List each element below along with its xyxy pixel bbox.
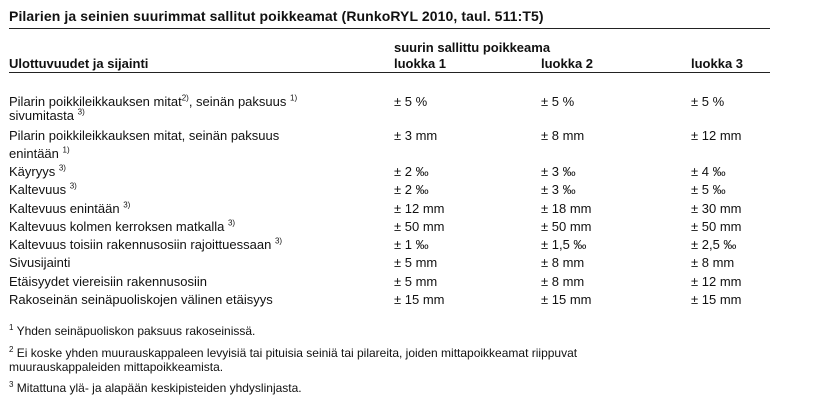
value-class-1: ± 15 mm <box>394 292 445 307</box>
row-label-line2: enintään $^{1)}$ <box>9 145 70 161</box>
value-class-1: ± 2 ‰ <box>394 164 429 179</box>
value-class-3: ± 50 mm <box>691 219 742 234</box>
value-class-3: ± 12 mm <box>691 128 742 143</box>
footnote-3: $^3$ Mitattuna ylä- ja alapään keskipisteiden yhdyslinjasta. <box>9 380 302 395</box>
value-class-2: ± 15 mm <box>541 292 592 307</box>
value-class-3: ± 12 mm <box>691 274 742 289</box>
row-label: Pilarin poikkileikkauksen mitat$^{2)}$, seinän paksuus $^{1)}$ <box>9 93 298 109</box>
row-label: Pilarin poikkileikkauksen mitat, seinän paksuus <box>9 128 280 143</box>
value-class-1: ± 5 % <box>394 94 428 109</box>
row-label: Kaltevuus kolmen kerroksen matkalla $^{3)}$ <box>9 218 236 234</box>
header-rule <box>9 72 770 73</box>
header-group-label: suurin sallittu poikkeama <box>394 40 551 55</box>
row-label: Käyryys $^{3)}$ <box>9 163 66 179</box>
row-label: Kaltevuus enintään $^{3)}$ <box>9 200 131 216</box>
value-class-1: ± 3 mm <box>394 128 438 143</box>
top-rule <box>9 28 770 29</box>
row-label: Kaltevuus toisiin rakennusosiin rajoittuessaan $^{3)}$ <box>9 236 283 252</box>
value-class-3: ± 5 % <box>691 94 725 109</box>
value-class-3: ± 2,5 ‰ <box>691 237 737 252</box>
value-class-2: ± 8 mm <box>541 255 585 270</box>
value-class-3: ± 8 mm <box>691 255 735 270</box>
value-class-1: ± 5 mm <box>394 255 438 270</box>
value-class-1: ± 5 mm <box>394 274 438 289</box>
value-class-3: ± 30 mm <box>691 201 742 216</box>
value-class-2: ± 8 mm <box>541 128 585 143</box>
value-class-3: ± 4 ‰ <box>691 164 726 179</box>
header-class-2: luokka 2 <box>541 56 594 71</box>
row-label: Etäisyydet viereisiin rakennusosiin <box>9 274 207 289</box>
footnote-1: $^1$ Yhden seinäpuoliskon paksuus rakoseinissä. <box>9 323 256 338</box>
row-label-line2: sivumitasta $^{3)}$ <box>9 107 85 123</box>
header-dimension-label: Ulottuvuudet ja sijainti <box>9 56 149 71</box>
value-class-1: ± 12 mm <box>394 201 445 216</box>
row-label: Sivusijainti <box>9 255 71 270</box>
value-class-2: ± 8 mm <box>541 274 585 289</box>
value-class-3: ± 5 ‰ <box>691 182 726 197</box>
row-label: Kaltevuus $^{3)}$ <box>9 181 77 197</box>
footnote-2-continuation: muurauskappaleiden mittapoikkeamista. <box>9 360 224 374</box>
value-class-2: ± 3 ‰ <box>541 182 576 197</box>
value-class-3: ± 15 mm <box>691 292 742 307</box>
value-class-2: ± 50 mm <box>541 219 592 234</box>
header-class-1: luokka 1 <box>394 56 447 71</box>
table-title: Pilarien ja seinien suurimmat sallitut poikkeamat (RunkoRYL 2010, taul. 511:T5) <box>9 8 544 24</box>
value-class-1: ± 50 mm <box>394 219 445 234</box>
value-class-1: ± 1 ‰ <box>394 237 429 252</box>
value-class-2: ± 5 % <box>541 94 575 109</box>
value-class-2: ± 18 mm <box>541 201 592 216</box>
value-class-2: ± 3 ‰ <box>541 164 576 179</box>
footnote-2: $^2$ Ei koske yhden muurauskappaleen levyisiä tai pituisia seiniä tai pilareita, joiden mittapoikkeamat riippuvat <box>9 345 578 360</box>
value-class-2: ± 1,5 ‰ <box>541 237 587 252</box>
header-class-3: luokka 3 <box>691 56 744 71</box>
row-label: Rakoseinän seinäpuoliskojen välinen etäisyys <box>9 292 273 307</box>
value-class-1: ± 2 ‰ <box>394 182 429 197</box>
